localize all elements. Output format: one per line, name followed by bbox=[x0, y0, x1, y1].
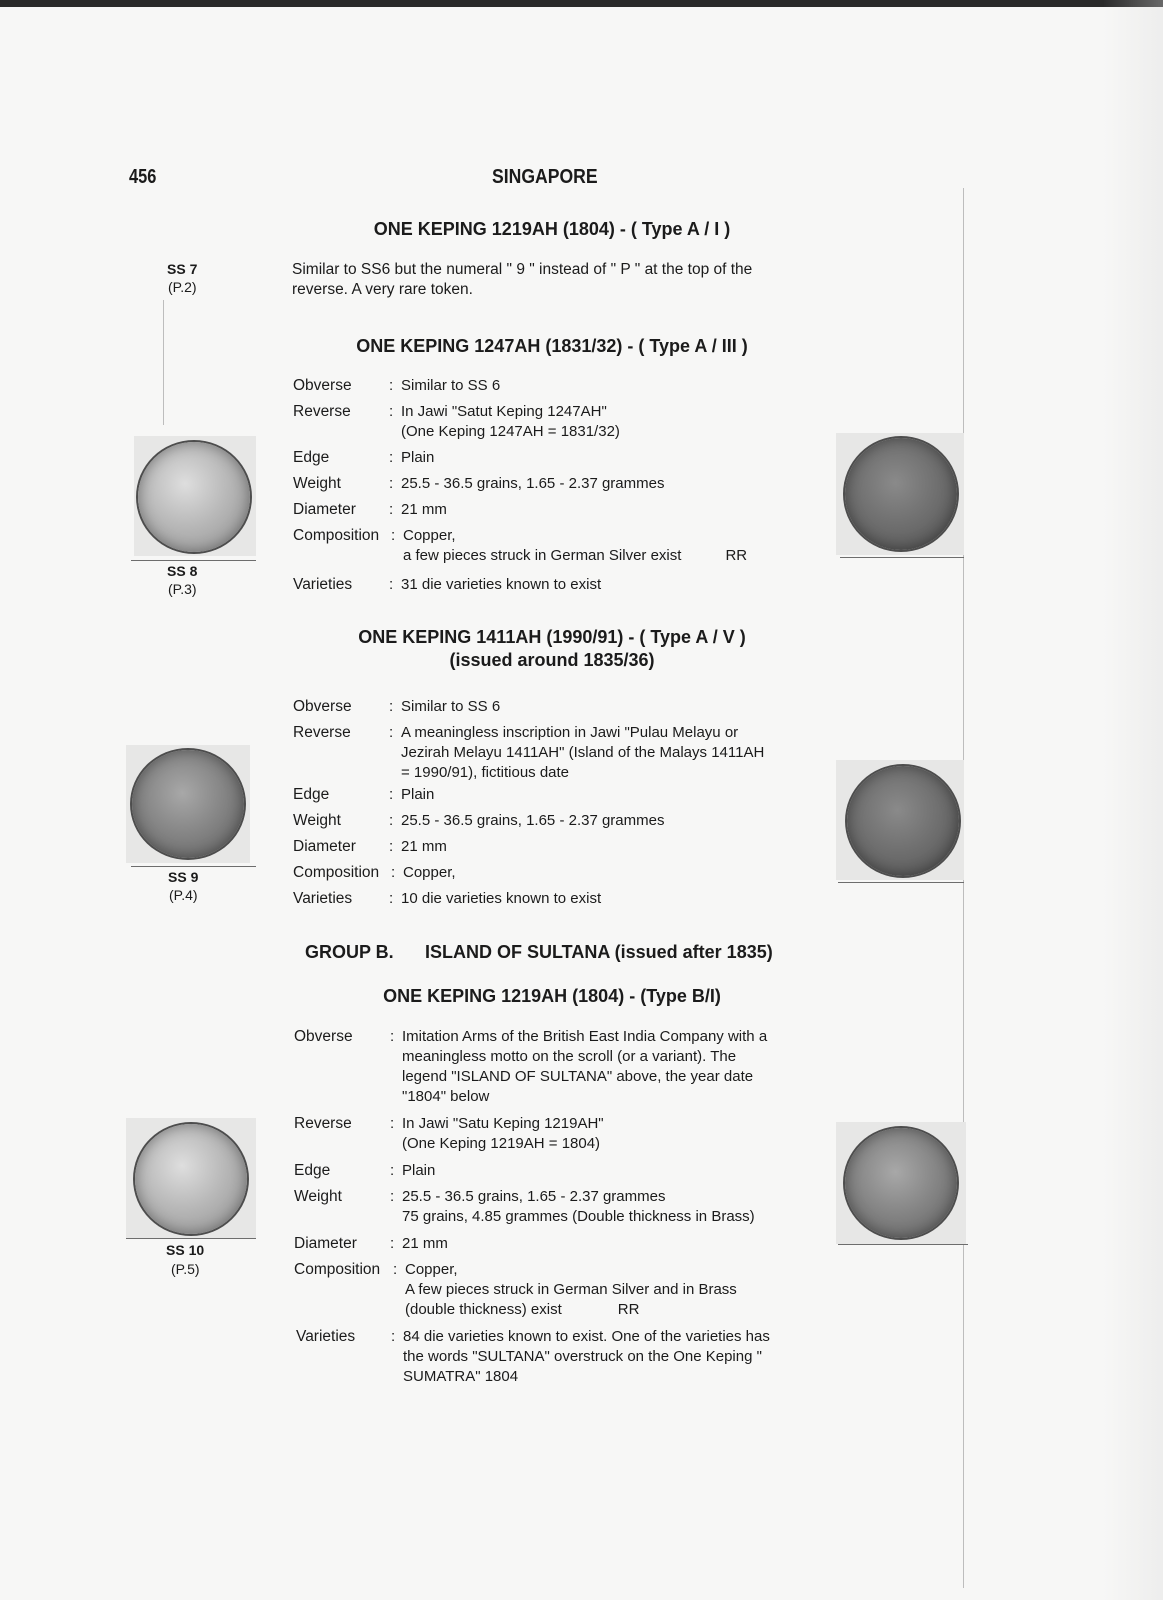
ss8-rarity: RR bbox=[725, 547, 748, 564]
ss9-heading-line: ONE KEPING 1411AH (1990/91) - ( Type A / V ) bbox=[358, 627, 746, 647]
scan-right-shadow bbox=[1103, 0, 1163, 1600]
ss9-reverse-baseline bbox=[838, 882, 964, 883]
ss9-obverse-label: Obverse bbox=[293, 698, 352, 715]
ss10-composition-text: (double thickness) exist bbox=[405, 1301, 562, 1318]
ss9-weight-value: : 25.5 - 36.5 grains, 1.65 - 2.37 grammes bbox=[389, 812, 665, 829]
ss10-weight-text: 75 grains, 4.85 grammes (Double thickness in Brass) bbox=[402, 1208, 755, 1225]
ss10-obverse-text: "1804" below bbox=[402, 1088, 490, 1105]
ss10-composition-line3 bbox=[393, 1300, 737, 1320]
ss8-diameter-text: 21 mm bbox=[401, 501, 447, 518]
ss8-reverse-text: (One Keping 1247AH = 1831/32) bbox=[401, 423, 620, 440]
ss9-varieties-label: Varieties bbox=[293, 890, 353, 907]
ss9-weight-label: Weight bbox=[293, 812, 341, 829]
ss8-edge-label: Edge bbox=[293, 449, 330, 466]
ss9-reverse-value: : A meaningless inscription in Jawi "Pulau Melayu or Jezirah Melayu 1411AH" (Island of the Malays 1411AH = 1990/91), fictitious date bbox=[389, 723, 819, 783]
ss9-heading bbox=[287, 626, 817, 672]
ss10-catalog-code: SS 10 bbox=[166, 1242, 205, 1258]
ss8-diameter-label: Diameter bbox=[293, 501, 356, 518]
ss8-obverse-coin-image bbox=[138, 442, 250, 552]
scan-top-border bbox=[0, 0, 1163, 7]
ss8-weight-label: Weight bbox=[293, 475, 341, 492]
ss10-composition-label: Composition bbox=[294, 1261, 381, 1278]
ss10-obverse-text: Imitation Arms of the British East India Company with a bbox=[402, 1028, 768, 1045]
ss10-obverse-text: legend "ISLAND OF SULTANA" above, the year date bbox=[402, 1068, 754, 1085]
ss8-obverse-value: : Similar to SS 6 bbox=[389, 377, 501, 394]
ss10-reverse-text: (One Keping 1219AH = 1804) bbox=[402, 1135, 601, 1152]
ss10-obverse-label: Obverse bbox=[294, 1028, 353, 1045]
page-title: SINGAPORE bbox=[492, 166, 598, 188]
ss8-varieties-value: : 31 die varieties known to exist bbox=[389, 576, 602, 593]
ss10-obverse-text: meaningless motto on the scroll (or a variant). The bbox=[402, 1048, 737, 1065]
ss10-reference: (P.5) bbox=[171, 1261, 200, 1277]
ss9-composition-text: Copper, bbox=[403, 864, 456, 881]
ss10-weight-text: 25.5 - 36.5 grains, 1.65 - 2.37 grammes bbox=[402, 1188, 666, 1205]
ss9-reverse-text: A meaningless inscription in Jawi "Pulau Melayu or bbox=[401, 724, 739, 741]
ss9-varieties-text: 10 die varieties known to exist bbox=[401, 890, 602, 907]
ss9-edge-text: Plain bbox=[401, 786, 435, 803]
ss10-weight-value: : 25.5 - 36.5 grains, 1.65 - 2.37 grammes 75 grains, 4.85 grammes (Double thickness in Brass) bbox=[390, 1188, 755, 1225]
ss10-photo-baseline bbox=[126, 1238, 256, 1239]
ss9-obverse-value: : Similar to SS 6 bbox=[389, 698, 501, 715]
ss9-weight-text: 25.5 - 36.5 grains, 1.65 - 2.37 grammes bbox=[401, 812, 665, 829]
ss9-composition-label: Composition bbox=[293, 864, 380, 881]
ss8-composition-label: Composition bbox=[293, 527, 380, 544]
ss7-reference: (P.2) bbox=[168, 279, 197, 295]
ss9-diameter-label: Diameter bbox=[293, 838, 356, 855]
ss10-composition-text: A few pieces struck in German Silver and in Brass bbox=[405, 1281, 737, 1298]
ss10-reverse-coin-image bbox=[845, 1128, 957, 1238]
ss10-varieties-text: the words "SULTANA" overstruck on the One Keping " bbox=[403, 1348, 762, 1365]
ss8-edge-value: : Plain bbox=[389, 449, 435, 466]
ss10-obverse-coin-image bbox=[135, 1124, 247, 1234]
ss9-composition-value: : Copper, bbox=[391, 864, 456, 881]
ss9-heading-line: (issued around 1835/36) bbox=[449, 650, 655, 670]
left-margin-rule bbox=[163, 300, 164, 425]
ss8-reverse-value: : In Jawi "Satut Keping 1247AH" (One Keping 1247AH = 1831/32) bbox=[389, 403, 620, 440]
ss9-edge-label: Edge bbox=[293, 786, 330, 803]
ss10-varieties-text: 84 die varieties known to exist. One of the varieties has bbox=[403, 1328, 770, 1345]
ss8-catalog-code: SS 8 bbox=[167, 563, 198, 579]
ss10-composition-text: Copper, bbox=[405, 1261, 458, 1278]
page-number: 456 bbox=[129, 166, 157, 188]
ss8-heading: ONE KEPING 1247AH (1831/32) - ( Type A / III ) bbox=[356, 336, 748, 356]
ss10-reverse-text: In Jawi "Satu Keping 1219AH" bbox=[402, 1115, 604, 1132]
ss10-obverse-value: : Imitation Arms of the British East India Company with a meaningless motto on the scroll (or a variant). The legend "ISLAND OF SULTANA" above, the year date "1804" below bbox=[390, 1027, 820, 1107]
ss8-reference: (P.3) bbox=[168, 581, 197, 597]
ss9-diameter-text: 21 mm bbox=[401, 838, 447, 855]
ss8-composition-line2 bbox=[391, 546, 747, 566]
ss8-composition-text: a few pieces struck in German Silver exist bbox=[403, 547, 682, 564]
ss8-edge-text: Plain bbox=[401, 449, 435, 466]
ss8-composition-text: Copper, bbox=[403, 527, 456, 544]
ss7-description-line: Similar to SS6 but the numeral " 9 " instead of " P " at the top of the bbox=[292, 261, 753, 278]
ss10-weight-label: Weight bbox=[294, 1188, 342, 1205]
group-b-label: GROUP B. bbox=[305, 942, 394, 962]
ss8-weight-text: 25.5 - 36.5 grains, 1.65 - 2.37 grammes bbox=[401, 475, 665, 492]
ss8-reverse-coin-image bbox=[845, 438, 957, 550]
ss10-composition-value: : Copper, A few pieces struck in German Silver and in Brass (double thickness) exist RR bbox=[393, 1261, 737, 1318]
ss8-reverse-text: In Jawi "Satut Keping 1247AH" bbox=[401, 403, 607, 420]
ss7-description bbox=[292, 260, 812, 300]
ss10-reverse-baseline bbox=[838, 1244, 968, 1245]
ss9-reference: (P.4) bbox=[169, 887, 198, 903]
ss8-photo-baseline bbox=[131, 560, 256, 561]
ss8-reverse-label: Reverse bbox=[293, 403, 351, 420]
ss8-varieties-text: 31 die varieties known to exist bbox=[401, 576, 602, 593]
ss8-composition-value: : Copper, a few pieces struck in German Silver exist RR bbox=[391, 527, 748, 564]
ss10-diameter-text: 21 mm bbox=[402, 1235, 448, 1252]
ss10-reverse-label: Reverse bbox=[294, 1115, 352, 1132]
ss9-obverse-coin-image bbox=[132, 750, 244, 858]
ss10-varieties-value: : 84 die varieties known to exist. One of the varieties has the words "SULTANA" overstruck on the One Keping " SUMATRA" 1804 bbox=[391, 1327, 821, 1387]
right-margin-rule bbox=[963, 188, 964, 1588]
ss10-varieties-label: Varieties bbox=[296, 1328, 356, 1345]
ss10-heading: ONE KEPING 1219AH (1804) - (Type B/I) bbox=[383, 986, 721, 1006]
ss10-edge-value: : Plain bbox=[390, 1162, 436, 1179]
ss10-rarity: RR bbox=[617, 1301, 640, 1318]
group-b-title: ISLAND OF SULTANA (issued after 1835) bbox=[425, 942, 773, 962]
ss9-obverse-text: Similar to SS 6 bbox=[401, 698, 501, 715]
ss10-reverse-value: : In Jawi "Satu Keping 1219AH" (One Keping 1219AH = 1804) bbox=[390, 1115, 604, 1152]
ss9-diameter-value: : 21 mm bbox=[389, 838, 447, 855]
ss9-reverse-label: Reverse bbox=[293, 724, 351, 741]
ss8-obverse-text: Similar to SS 6 bbox=[401, 377, 501, 394]
ss8-varieties-label: Varieties bbox=[293, 576, 353, 593]
ss7-catalog-code: SS 7 bbox=[167, 261, 198, 277]
ss8-obverse-label: Obverse bbox=[293, 377, 352, 394]
ss10-diameter-value: : 21 mm bbox=[390, 1235, 448, 1252]
ss9-reverse-text: = 1990/91), fictitious date bbox=[401, 764, 570, 781]
ss10-varieties-text: SUMATRA" 1804 bbox=[403, 1368, 519, 1385]
ss10-diameter-label: Diameter bbox=[294, 1235, 357, 1252]
ss9-catalog-code: SS 9 bbox=[168, 869, 199, 885]
ss9-reverse-coin-image bbox=[847, 766, 959, 876]
ss9-reverse-text: Jezirah Melayu 1411AH" (Island of the Malays 1411AH bbox=[401, 744, 765, 761]
ss9-varieties-value: : 10 die varieties known to exist bbox=[389, 890, 602, 907]
ss8-diameter-value: : 21 mm bbox=[389, 501, 447, 518]
ss9-photo-baseline bbox=[131, 866, 256, 867]
ss10-edge-text: Plain bbox=[402, 1162, 436, 1179]
ss7-heading: ONE KEPING 1219AH (1804) - ( Type A / I ) bbox=[373, 219, 731, 239]
ss9-edge-value: : Plain bbox=[389, 786, 435, 803]
ss8-reverse-baseline bbox=[840, 557, 964, 558]
ss10-edge-label: Edge bbox=[294, 1162, 331, 1179]
ss7-description-line: reverse. A very rare token. bbox=[292, 281, 473, 298]
ss8-weight-value: : 25.5 - 36.5 grains, 1.65 - 2.37 grammes bbox=[389, 475, 665, 492]
